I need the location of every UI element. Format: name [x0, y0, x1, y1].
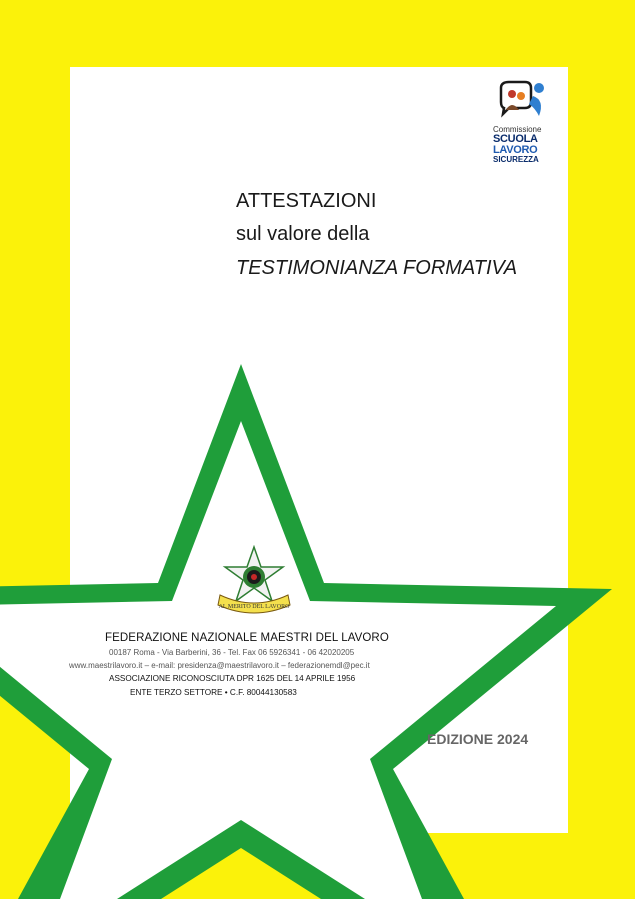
- emblem-ribbon-text: AL MERITO DEL LAVORO: [218, 604, 290, 610]
- logo-line-sicurezza: SICUREZZA: [493, 155, 539, 164]
- edition-label: EDIZIONE 2024: [427, 731, 529, 747]
- title-line-1: ATTESTAZIONI: [236, 190, 377, 212]
- federation-address: 00187 Roma - Via Barberini, 36 - Tel. Fax 06 5926341 - 06 42020205: [109, 648, 355, 657]
- federation-ets: ENTE TERZO SETTORE • C.F. 80044130583: [130, 688, 297, 697]
- logo-line-lavoro: LAVORO: [493, 144, 538, 156]
- federation-name: FEDERAZIONE NAZIONALE MAESTRI DEL LAVORO: [105, 632, 389, 644]
- logo-line-scuola: SCUOLA: [493, 133, 538, 145]
- federation-association: ASSOCIAZIONE RICONOSCIUTA DPR 1625 DEL 14 APRILE 1956: [109, 674, 356, 683]
- title-line-3: TESTIMONIANZA FORMATIVA: [236, 257, 518, 279]
- logo-line-commissione: Commissione: [493, 125, 542, 134]
- title-line-2: sul valore della: [236, 223, 370, 245]
- federation-contacts: www.maestrilavoro.it – e-mail: presidenza@maestrilavoro.it – federazionemdl@pec.it: [69, 661, 370, 670]
